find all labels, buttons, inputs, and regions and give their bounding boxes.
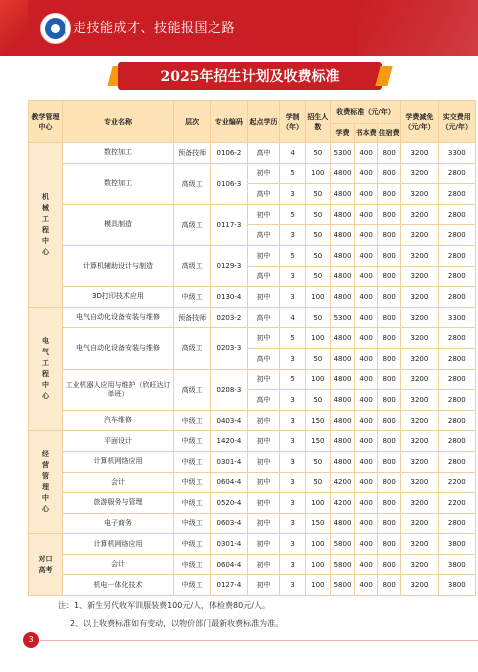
dept-cell-jingmao (29, 431, 63, 534)
header-dept: 教学管理中心 (29, 101, 63, 143)
tuition-cell: 4800 (330, 328, 354, 349)
books-cell: 400 (355, 554, 378, 575)
level-cell: 预备技师 (173, 307, 210, 328)
table-row (29, 472, 476, 493)
deposit-cell: 3200 (401, 472, 438, 493)
actual-cell: 2800 (438, 431, 475, 452)
code-cell: 0106-2 (211, 143, 247, 164)
table-row (29, 143, 476, 164)
tuition-cell: 4200 (330, 493, 354, 514)
years-cell: 3 (280, 534, 305, 555)
table-row (29, 163, 476, 184)
lodging-cell: 800 (378, 184, 401, 205)
deposit-cell: 3200 (401, 225, 438, 246)
major-cell: 工业机器人应用与维护（欣旺达订单班） (63, 369, 174, 410)
quota-cell: 50 (305, 225, 330, 246)
lodging-cell: 800 (378, 369, 401, 390)
tuition-cell: 4800 (330, 204, 354, 225)
level-cell: 高级工 (173, 328, 210, 369)
tuition-cell: 4800 (330, 163, 354, 184)
table-row (29, 204, 476, 225)
tuition-cell: 4800 (330, 184, 354, 205)
start-cell: 高中 (247, 348, 280, 369)
deposit-cell: 3200 (401, 513, 438, 534)
code-cell: 0208-3 (211, 369, 247, 410)
level-cell: 高级工 (173, 245, 210, 286)
start-cell: 初中 (247, 554, 280, 575)
start-cell: 高中 (247, 266, 280, 287)
quota-cell: 100 (305, 328, 330, 349)
actual-cell: 3300 (438, 143, 475, 164)
quota-cell: 50 (305, 451, 330, 472)
tuition-cell: 4800 (330, 369, 354, 390)
dept-cell-duikou (29, 534, 63, 596)
quota-cell: 100 (305, 575, 330, 596)
years-cell: 3 (280, 225, 305, 246)
level-cell: 中级工 (173, 431, 210, 452)
tuition-cell: 4800 (330, 410, 354, 431)
level-cell: 中级工 (173, 493, 210, 514)
level-cell: 中级工 (173, 513, 210, 534)
deposit-cell: 3200 (401, 184, 438, 205)
actual-cell: 2800 (438, 225, 475, 246)
tuition-cell: 5800 (330, 554, 354, 575)
level-cell: 中级工 (173, 575, 210, 596)
level-cell: 中级工 (173, 534, 210, 555)
years-cell: 5 (280, 245, 305, 266)
enrollment-fee-table (28, 100, 476, 596)
actual-cell: 2200 (438, 493, 475, 514)
actual-cell: 2800 (438, 266, 475, 287)
code-cell: 0604-4 (211, 554, 247, 575)
lodging-cell: 800 (378, 575, 401, 596)
table-row (29, 431, 476, 452)
start-cell: 初中 (247, 472, 280, 493)
actual-cell: 2800 (438, 328, 475, 349)
code-cell: 0301-4 (211, 534, 247, 555)
dept-cell-dianqi (29, 307, 63, 431)
start-cell: 初中 (247, 163, 280, 184)
years-cell: 3 (280, 184, 305, 205)
major-cell: 会计 (63, 554, 174, 575)
start-cell: 初中 (247, 369, 280, 390)
lodging-cell: 800 (378, 410, 401, 431)
footnote-2: 2、以上收费标准如有变动，以物价部门最新收费标准为准。 (70, 619, 284, 628)
start-cell: 初中 (247, 575, 280, 596)
code-cell: 0127-4 (211, 575, 247, 596)
actual-cell: 3800 (438, 534, 475, 555)
tuition-cell: 4800 (330, 390, 354, 411)
actual-cell: 2800 (438, 369, 475, 390)
books-cell: 400 (355, 328, 378, 349)
actual-cell: 2200 (438, 472, 475, 493)
table-row (29, 513, 476, 534)
quota-cell: 150 (305, 410, 330, 431)
deposit-cell: 3200 (401, 163, 438, 184)
tuition-cell: 4800 (330, 245, 354, 266)
actual-cell: 2800 (438, 513, 475, 534)
start-cell: 初中 (247, 328, 280, 349)
books-cell: 400 (355, 184, 378, 205)
major-cell: 计算机网络应用 (63, 451, 174, 472)
deposit-cell: 3200 (401, 554, 438, 575)
deposit-cell: 3200 (401, 410, 438, 431)
quota-cell: 50 (305, 472, 330, 493)
code-cell: 0603-4 (211, 513, 247, 534)
years-cell: 3 (280, 493, 305, 514)
books-cell: 400 (355, 534, 378, 555)
books-cell: 400 (355, 451, 378, 472)
code-cell: 0203-3 (211, 328, 247, 369)
quota-cell: 100 (305, 287, 330, 308)
actual-cell: 2800 (438, 184, 475, 205)
major-cell: 汽车维修 (63, 410, 174, 431)
tuition-cell: 4800 (330, 348, 354, 369)
major-cell: 数控加工 (63, 163, 174, 204)
table-row (29, 534, 476, 555)
deposit-cell: 3200 (401, 451, 438, 472)
lodging-cell: 800 (378, 287, 401, 308)
lodging-cell: 800 (378, 225, 401, 246)
years-cell: 3 (280, 410, 305, 431)
start-cell: 高中 (247, 143, 280, 164)
table-row (29, 451, 476, 472)
page-title: 2025年招生计划及收费标准 (160, 69, 340, 85)
quota-cell: 50 (305, 348, 330, 369)
quota-cell: 100 (305, 534, 330, 555)
deposit-cell: 3200 (401, 575, 438, 596)
years-cell: 3 (280, 266, 305, 287)
code-cell: 0604-4 (211, 472, 247, 493)
books-cell: 400 (355, 513, 378, 534)
deposit-cell: 3200 (401, 307, 438, 328)
quota-cell: 50 (305, 143, 330, 164)
footnote-1: 注：1、新生另代收军训服装费100元/人，体检费80元/人。 (58, 601, 270, 610)
books-cell: 400 (355, 245, 378, 266)
years-cell: 3 (280, 513, 305, 534)
start-cell: 初中 (247, 534, 280, 555)
actual-cell: 2800 (438, 390, 475, 411)
level-cell: 中级工 (173, 472, 210, 493)
books-cell: 400 (355, 493, 378, 514)
level-cell: 中级工 (173, 554, 210, 575)
level-cell: 高级工 (173, 163, 210, 204)
header-code: 专业编码 (211, 101, 247, 143)
lodging-cell: 800 (378, 204, 401, 225)
table-row (29, 575, 476, 596)
quota-cell: 50 (305, 266, 330, 287)
books-cell: 400 (355, 348, 378, 369)
quota-cell: 50 (305, 204, 330, 225)
actual-cell: 2800 (438, 348, 475, 369)
header-tuition: 学费 (330, 124, 354, 143)
books-cell: 400 (355, 390, 378, 411)
years-cell: 3 (280, 554, 305, 575)
years-cell: 5 (280, 163, 305, 184)
code-cell: 0520-4 (211, 493, 247, 514)
actual-cell: 2800 (438, 451, 475, 472)
quota-cell: 150 (305, 513, 330, 534)
dept-label: 电气工程中心 (42, 337, 50, 401)
header-lodging: 住宿费 (378, 124, 401, 143)
page-header (0, 0, 478, 56)
table-row (29, 328, 476, 349)
major-cell: 电气自动化设备安装与维修 (63, 328, 174, 369)
major-cell: 3D打印技术应用 (63, 287, 174, 308)
footnotes (58, 597, 283, 633)
quota-cell: 100 (305, 163, 330, 184)
header-books: 书本费 (355, 124, 378, 143)
start-cell: 初中 (247, 410, 280, 431)
books-cell: 400 (355, 163, 378, 184)
header-level: 层次 (173, 101, 210, 143)
start-cell: 高中 (247, 184, 280, 205)
table-row (29, 307, 476, 328)
lodging-cell: 800 (378, 554, 401, 575)
tuition-cell: 4200 (330, 472, 354, 493)
years-cell: 3 (280, 431, 305, 452)
deposit-cell: 3200 (401, 390, 438, 411)
major-cell: 会计 (63, 472, 174, 493)
code-cell: 0403-4 (211, 410, 247, 431)
major-cell: 模具制造 (63, 204, 174, 245)
tuition-cell: 4800 (330, 266, 354, 287)
major-cell: 旅游服务与管理 (63, 493, 174, 514)
header-years: 学制（年） (280, 101, 305, 143)
quota-cell: 150 (305, 431, 330, 452)
major-cell: 平面设计 (63, 431, 174, 452)
deposit-cell: 3200 (401, 348, 438, 369)
tuition-cell: 4800 (330, 513, 354, 534)
code-cell: 1420-4 (211, 431, 247, 452)
start-cell: 初中 (247, 493, 280, 514)
years-cell: 5 (280, 204, 305, 225)
actual-cell: 3800 (438, 575, 475, 596)
table-row (29, 245, 476, 266)
lodging-cell: 800 (378, 245, 401, 266)
level-cell: 高级工 (173, 204, 210, 245)
level-cell: 高级工 (173, 369, 210, 410)
years-cell: 3 (280, 451, 305, 472)
tuition-cell: 5300 (330, 307, 354, 328)
books-cell: 400 (355, 143, 378, 164)
actual-cell: 2800 (438, 204, 475, 225)
code-cell: 0129-3 (211, 245, 247, 286)
years-cell: 5 (280, 369, 305, 390)
header-slogan: 走技能成才、技能报国之路 (73, 21, 236, 36)
deposit-cell: 3200 (401, 431, 438, 452)
code-cell: 0117-3 (211, 204, 247, 245)
deposit-cell: 3200 (401, 493, 438, 514)
lodging-cell: 800 (378, 163, 401, 184)
major-cell: 机电一体化技术 (63, 575, 174, 596)
years-cell: 4 (280, 143, 305, 164)
start-cell: 高中 (247, 307, 280, 328)
actual-cell: 3800 (438, 554, 475, 575)
header-fee-group: 收费标准（元/年） (330, 101, 400, 124)
books-cell: 400 (355, 472, 378, 493)
start-cell: 高中 (247, 225, 280, 246)
start-cell: 初中 (247, 287, 280, 308)
level-cell: 预备技师 (173, 143, 210, 164)
lodging-cell: 800 (378, 493, 401, 514)
tuition-cell: 4800 (330, 225, 354, 246)
footer-divider (40, 640, 478, 641)
books-cell: 400 (355, 307, 378, 328)
books-cell: 400 (355, 369, 378, 390)
books-cell: 400 (355, 204, 378, 225)
code-cell: 0203-2 (211, 307, 247, 328)
lodging-cell: 800 (378, 431, 401, 452)
deposit-cell: 3200 (401, 534, 438, 555)
actual-cell: 3300 (438, 307, 475, 328)
books-cell: 400 (355, 431, 378, 452)
table-row (29, 410, 476, 431)
tuition-cell: 4800 (330, 451, 354, 472)
dept-label: 经营管理中心 (42, 450, 50, 514)
major-cell: 计算机辅助设计与制造 (63, 245, 174, 286)
tuition-cell: 5800 (330, 534, 354, 555)
lodging-cell: 800 (378, 534, 401, 555)
dept-cell-jixie (29, 143, 63, 308)
start-cell: 初中 (247, 513, 280, 534)
tuition-cell: 4800 (330, 431, 354, 452)
years-cell: 3 (280, 390, 305, 411)
start-cell: 初中 (247, 245, 280, 266)
code-cell: 0106-3 (211, 163, 247, 204)
table-row (29, 287, 476, 308)
tuition-cell: 5800 (330, 575, 354, 596)
major-cell: 计算机网络应用 (63, 534, 174, 555)
code-cell: 0130-4 (211, 287, 247, 308)
books-cell: 400 (355, 575, 378, 596)
lodging-cell: 800 (378, 266, 401, 287)
header-start: 起点学历 (247, 101, 280, 143)
deposit-cell: 3200 (401, 204, 438, 225)
level-cell: 中级工 (173, 287, 210, 308)
deposit-cell: 3200 (401, 245, 438, 266)
quota-cell: 50 (305, 307, 330, 328)
dept-label: 机械工程中心 (42, 192, 50, 256)
actual-cell: 2800 (438, 245, 475, 266)
years-cell: 5 (280, 328, 305, 349)
books-cell: 400 (355, 410, 378, 431)
lodging-cell: 800 (378, 390, 401, 411)
lodging-cell: 800 (378, 513, 401, 534)
deposit-cell: 3200 (401, 266, 438, 287)
years-cell: 3 (280, 472, 305, 493)
tuition-cell: 5300 (330, 143, 354, 164)
dept-label: 对口高考 (38, 554, 53, 574)
major-cell: 电气自动化设备安装与维修 (63, 307, 174, 328)
actual-cell: 2800 (438, 163, 475, 184)
header-actual: 实交费用（元/年） (438, 101, 475, 143)
years-cell: 3 (280, 575, 305, 596)
quota-cell: 100 (305, 369, 330, 390)
lodging-cell: 800 (378, 143, 401, 164)
lodging-cell: 800 (378, 348, 401, 369)
lodging-cell: 800 (378, 307, 401, 328)
quota-cell: 50 (305, 184, 330, 205)
actual-cell: 2800 (438, 410, 475, 431)
quota-cell: 100 (305, 493, 330, 514)
books-cell: 400 (355, 287, 378, 308)
actual-cell: 2800 (438, 287, 475, 308)
table-row (29, 493, 476, 514)
lodging-cell: 800 (378, 328, 401, 349)
header-major: 专业名称 (63, 101, 174, 143)
deposit-cell: 3200 (401, 369, 438, 390)
code-cell: 0301-4 (211, 451, 247, 472)
years-cell: 3 (280, 348, 305, 369)
deposit-cell: 3200 (401, 328, 438, 349)
quota-cell: 50 (305, 390, 330, 411)
major-cell: 数控加工 (63, 143, 174, 164)
start-cell: 高中 (247, 390, 280, 411)
level-cell: 中级工 (173, 451, 210, 472)
books-cell: 400 (355, 266, 378, 287)
lodging-cell: 800 (378, 472, 401, 493)
quota-cell: 50 (305, 245, 330, 266)
header-deposit: 学费减免（元/年） (401, 101, 438, 143)
header-right-decoration (358, 0, 478, 56)
years-cell: 4 (280, 307, 305, 328)
header-quota: 招生人数 (305, 101, 330, 143)
quota-cell: 100 (305, 554, 330, 575)
deposit-cell: 3200 (401, 143, 438, 164)
level-cell: 中级工 (173, 410, 210, 431)
major-cell: 电子商务 (63, 513, 174, 534)
start-cell: 初中 (247, 431, 280, 452)
page-number: 3 (23, 632, 39, 648)
header-divider (65, 20, 66, 36)
start-cell: 初中 (247, 451, 280, 472)
header-corner-decoration (0, 0, 28, 56)
years-cell: 3 (280, 287, 305, 308)
table-row (29, 554, 476, 575)
books-cell: 400 (355, 225, 378, 246)
table-row (29, 369, 476, 390)
school-logo-icon (40, 13, 71, 44)
start-cell: 初中 (247, 204, 280, 225)
lodging-cell: 800 (378, 451, 401, 472)
tuition-cell: 4800 (330, 287, 354, 308)
deposit-cell: 3200 (401, 287, 438, 308)
